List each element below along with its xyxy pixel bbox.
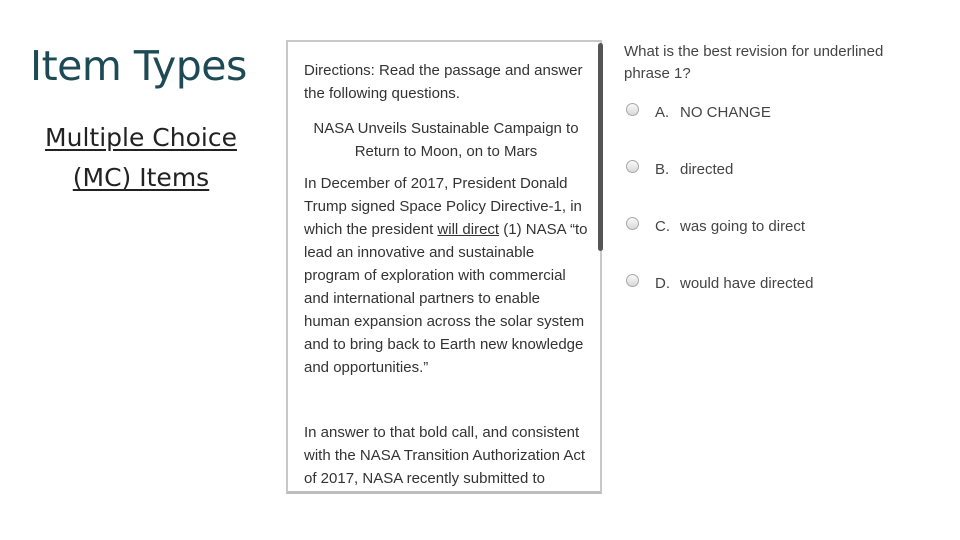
option-d[interactable] (624, 272, 813, 294)
underlined-phrase-1: will direct (437, 221, 500, 238)
para1-text-after: (1) NASA “to lead an innovative and sustainable program of exploration with commercial and international partners to enable human expansion across the solar system and to bring back to Earth new knowledge and opportunities.” (304, 221, 588, 376)
passage-paragraph-2: In answer to that bold call, and consistent with the NASA Transition Authorization Act of 2017, NASA recently submitted to (304, 424, 585, 487)
option-a[interactable] (624, 101, 771, 123)
slide-title: Item Types (30, 42, 247, 90)
passage-panel[interactable] (286, 40, 602, 494)
passage-directions: Directions: Read the passage and answer the following questions. (304, 62, 583, 102)
passage-scrollbar[interactable] (598, 43, 603, 251)
radio-button-d[interactable] (626, 274, 639, 287)
option-d-letter: D. (655, 274, 670, 292)
option-c[interactable] (624, 215, 805, 237)
question-prompt: What is the best revision for underlined phrase 1? (624, 43, 884, 82)
passage-paragraph-1 (304, 172, 588, 379)
para1-text-before: In December of 2017, President Donald Trump signed Space Policy Directive-1, in which the president (304, 175, 582, 238)
option-a-letter: A. (655, 103, 670, 121)
slide-subtitle (24, 118, 258, 198)
option-a-text: NO CHANGE (680, 103, 771, 121)
option-b-letter: B. (655, 160, 670, 178)
subtitle-line-2: (MC) Items (72, 163, 210, 192)
option-c-letter: C. (655, 217, 670, 235)
option-b[interactable] (624, 158, 733, 180)
article-title: NASA Unveils Sustainable Campaign to Return to Moon, on to Mars (313, 120, 579, 160)
radio-button-b[interactable] (626, 160, 639, 173)
radio-button-c[interactable] (626, 217, 639, 230)
option-c-text: was going to direct (680, 217, 806, 235)
radio-button-a[interactable] (626, 103, 639, 116)
option-d-text: would have directed (680, 274, 814, 292)
subtitle-line-1: Multiple Choice (45, 123, 237, 152)
option-b-text: directed (680, 160, 734, 178)
passage-scroll-area[interactable] (288, 42, 600, 491)
